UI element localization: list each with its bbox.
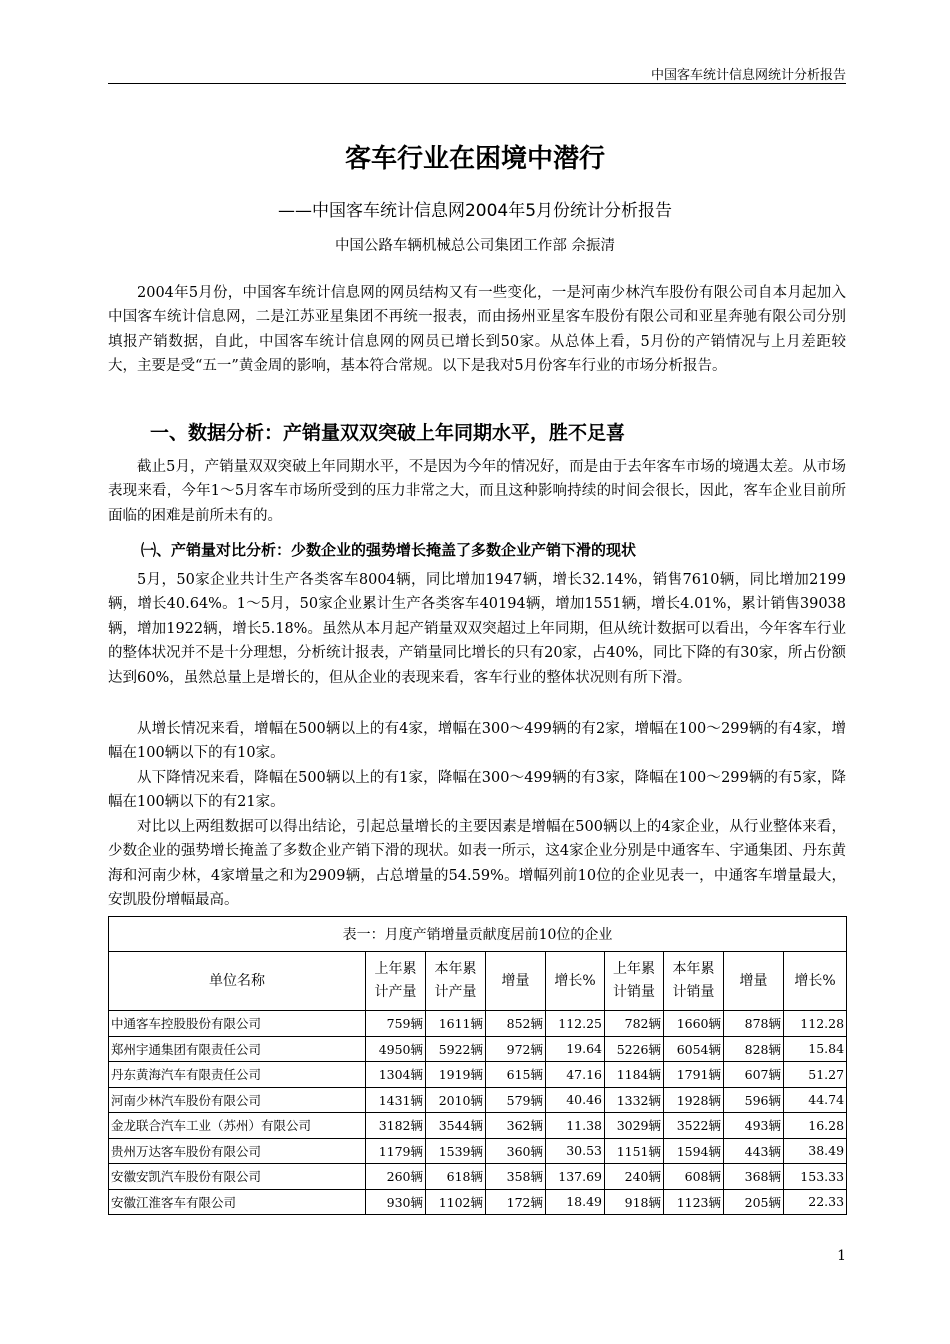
table-cell-value: 47.16	[546, 1062, 605, 1088]
table-cell-value: 607辆	[724, 1062, 784, 1088]
section-heading: 一、数据分析：产销量双双突破上年同期水平，胜不足喜	[150, 422, 626, 444]
table-cell-value: 112.25	[546, 1011, 605, 1037]
table-row	[109, 1036, 847, 1062]
table-cell-value: 16.28	[784, 1113, 847, 1139]
table-cell-value: 1151辆	[605, 1138, 664, 1164]
subsection-paragraph-2: 从增长情况来看，增幅在500辆以上的有4家，增幅在300～499辆的有2家，增幅在100～299辆的有4家，增幅在100辆以下的有10家。	[108, 721, 846, 762]
table-cell-value: 1919辆	[426, 1062, 486, 1088]
table-cell-company: 贵州万达客车股份有限公司	[109, 1138, 366, 1164]
table-cell-value: 172辆	[486, 1189, 546, 1215]
table-header-row	[109, 952, 847, 1011]
table-cell-value: 1102辆	[426, 1189, 486, 1215]
table-cell-value: 1660辆	[664, 1011, 724, 1037]
table-row	[109, 1189, 847, 1215]
table-cell-company: 中通客车控股股份有限公司	[109, 1011, 366, 1037]
table-cell-value: 44.74	[784, 1087, 847, 1113]
running-header: 中国客车统计信息网统计分析报告	[650, 68, 846, 83]
table-cell-value: 828辆	[724, 1036, 784, 1062]
table-cell-value: 368辆	[724, 1164, 784, 1190]
table-cell-value: 205辆	[724, 1189, 784, 1215]
document-title: 客车行业在困境中潜行	[344, 144, 605, 174]
table-cell-value: 1594辆	[664, 1138, 724, 1164]
subsection-heading: ㈠、产销量对比分析：少数企业的强势增长掩盖了多数企业产销下滑的现状	[141, 541, 637, 559]
table-cell-value: 1304辆	[366, 1062, 426, 1088]
table-cell-value: 782辆	[605, 1011, 664, 1037]
header-rule	[108, 83, 846, 84]
table-cell-value: 615辆	[486, 1062, 546, 1088]
data-table	[108, 916, 847, 1215]
table-cell-company: 丹东黄海汽车有限责任公司	[109, 1062, 366, 1088]
table-cell-value: 878辆	[724, 1011, 784, 1037]
subsection-paragraph-1: 5月，50家企业共计生产各类客车8004辆，同比增加1947辆，增长32.14%，销售7610辆，同比增加2199辆，增长40.64%。1～5月，50家企业累计生产各类客车40194辆，增加1551辆，增长4.01%，累计销售39038辆，增加1922辆，增长5.18%。虽然从本月起产销量双双突超过上年同期，但从统计数据可以看出，今年客车行业的整体状况并不是十分理想，分析统计报表，产销量同比增长的只有20家，占40%，同比下降的有30家，所占份额达到60%，虽然总量上是增长的，但从企业的表现来看，客车行业的整体状况则有所下滑。	[108, 572, 846, 686]
table-cell-value: 608辆	[664, 1164, 724, 1190]
table-cell-value: 1431辆	[366, 1087, 426, 1113]
table-cell-value: 918辆	[605, 1189, 664, 1215]
table-caption: 表一：月度产销增量贡献度居前10位的企业	[109, 917, 847, 952]
table-cell-value: 1184辆	[605, 1062, 664, 1088]
table-cell-value: 19.64	[546, 1036, 605, 1062]
author-line: 中国公路车辆机械总公司集团工作部 佘振清	[334, 238, 616, 254]
table-cell-company: 安徽江淮客车有限公司	[109, 1189, 366, 1215]
table-cell-value: 596辆	[724, 1087, 784, 1113]
table-cell-value: 30.53	[546, 1138, 605, 1164]
table-header-cell: 单位名称	[109, 952, 366, 1011]
table-cell-value: 3029辆	[605, 1113, 664, 1139]
table-cell-company: 金龙联合汽车工业（苏州）有限公司	[109, 1113, 366, 1139]
table-cell-value: 362辆	[486, 1113, 546, 1139]
table-cell-value: 6054辆	[664, 1036, 724, 1062]
table-header-cell: 增长%	[546, 952, 605, 1011]
table-cell-value: 153.33	[784, 1164, 847, 1190]
table-cell-value: 22.33	[784, 1189, 847, 1215]
table-row	[109, 1113, 847, 1139]
table-cell-value: 5226辆	[605, 1036, 664, 1062]
subsection-paragraph-4: 对比以上两组数据可以得出结论，引起总量增长的主要因素是增幅在500辆以上的4家企业，从行业整体来看，少数企业的强势增长掩盖了多数企业产销下滑的现状。如表一所示，这4家企业分别是中通客车、宇通集团、丹东黄海和河南少林，4家增量之和为2909辆，占总增量的54.59%。增幅列前10位的企业见表一，中通客车增量最大，安凯股份增幅最高。	[108, 819, 846, 909]
table-header-cell: 上年累 计销量	[605, 952, 664, 1011]
table-cell-value: 3182辆	[366, 1113, 426, 1139]
table-cell-value: 360辆	[486, 1138, 546, 1164]
table-row	[109, 1062, 847, 1088]
table-cell-value: 5922辆	[426, 1036, 486, 1062]
table-cell-value: 260辆	[366, 1164, 426, 1190]
table-cell-value: 3544辆	[426, 1113, 486, 1139]
table-cell-value: 579辆	[486, 1087, 546, 1113]
table-header-cell: 本年累 计产量	[426, 952, 486, 1011]
table-cell-value: 972辆	[486, 1036, 546, 1062]
subsection-paragraph-3: 从下降情况来看，降幅在500辆以上的有1家，降幅在300～499辆的有3家，降幅在100～299辆的有5家，降幅在100辆以下的有21家。	[108, 770, 846, 811]
table-cell-value: 1179辆	[366, 1138, 426, 1164]
table-cell-value: 240辆	[605, 1164, 664, 1190]
table-cell-value: 1123辆	[664, 1189, 724, 1215]
table-cell-value: 930辆	[366, 1189, 426, 1215]
table-header-cell: 增量	[724, 952, 784, 1011]
table-cell-value: 18.49	[546, 1189, 605, 1215]
table-header-cell: 增长%	[784, 952, 847, 1011]
page-number: 1	[837, 1248, 846, 1264]
table-cell-value: 4950辆	[366, 1036, 426, 1062]
table-cell-value: 112.28	[784, 1011, 847, 1037]
table-cell-value: 852辆	[486, 1011, 546, 1037]
table-row	[109, 1164, 847, 1190]
table-cell-company: 河南少林汽车股份有限公司	[109, 1087, 366, 1113]
table-body	[109, 1011, 847, 1215]
table-header-cell: 本年累 计销量	[664, 952, 724, 1011]
table-cell-value: 1928辆	[664, 1087, 724, 1113]
table-cell-value: 1539辆	[426, 1138, 486, 1164]
section-paragraph: 截止5月，产销量双双突破上年同期水平，不是因为今年的情况好，而是由于去年客车市场的境遇太差。从市场表现来看，今年1～5月客车市场所受到的压力非常之大，而且这种影响持续的时间会很长，因此，客车企业目前所面临的困难是前所未有的。	[108, 459, 846, 524]
table-header-cell: 上年累 计产量	[366, 952, 426, 1011]
table-cell-value: 493辆	[724, 1113, 784, 1139]
table-cell-value: 358辆	[486, 1164, 546, 1190]
table-row	[109, 1011, 847, 1037]
intro-paragraph: 2004年5月份，中国客车统计信息网的网员结构又有一些变化，一是河南少林汽车股份有限公司自本月起加入中国客车统计信息网，二是江苏亚星集团不再统一报表，而由扬州亚星客车股份有限公司和亚星奔驰有限公司分别填报产销数据，自此，中国客车统计信息网的网员已增长到50家。从总体上看，5月份的产销情况与上月差距较大，主要是受“五一”黄金周的影响，基本符合常规。以下是我对5月份客车行业的市场分析报告。	[108, 285, 846, 375]
table-header-cell: 增量	[486, 952, 546, 1011]
table-cell-value: 1791辆	[664, 1062, 724, 1088]
table-cell-value: 137.69	[546, 1164, 605, 1190]
table-cell-value: 759辆	[366, 1011, 426, 1037]
table-row	[109, 1138, 847, 1164]
table-cell-value: 51.27	[784, 1062, 847, 1088]
table-cell-value: 2010辆	[426, 1087, 486, 1113]
table-cell-value: 40.46	[546, 1087, 605, 1113]
document-subtitle: ——中国客车统计信息网2004年5月份统计分析报告	[277, 201, 673, 221]
table-cell-value: 11.38	[546, 1113, 605, 1139]
table-cell-value: 15.84	[784, 1036, 847, 1062]
table-cell-value: 443辆	[724, 1138, 784, 1164]
table-cell-value: 1332辆	[605, 1087, 664, 1113]
table-row	[109, 1087, 847, 1113]
table-cell-value: 3522辆	[664, 1113, 724, 1139]
table-cell-company: 郑州宇通集团有限责任公司	[109, 1036, 366, 1062]
table-cell-value: 38.49	[784, 1138, 847, 1164]
table-cell-value: 1611辆	[426, 1011, 486, 1037]
table-cell-company: 安徽安凯汽车股份有限公司	[109, 1164, 366, 1190]
table-cell-value: 618辆	[426, 1164, 486, 1190]
